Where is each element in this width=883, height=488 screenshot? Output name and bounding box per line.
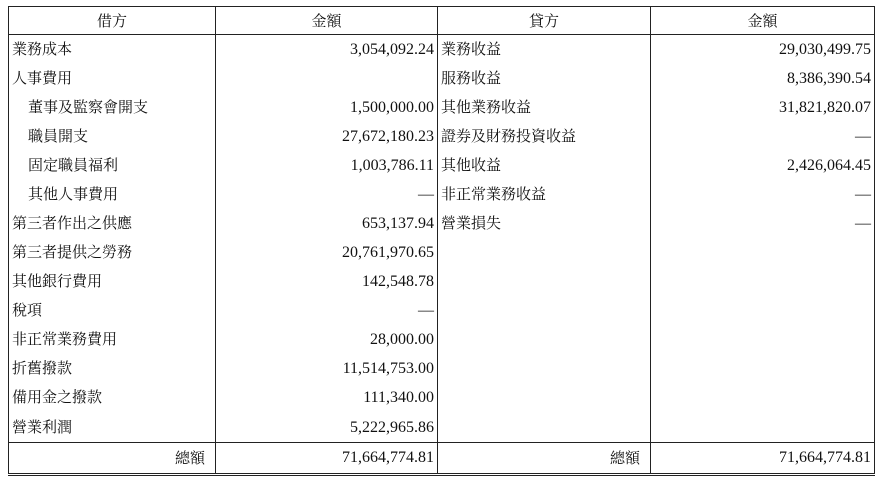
credit-item-label	[438, 325, 651, 354]
table-row	[9, 238, 875, 267]
credit-item-label	[438, 412, 651, 443]
debit-item-amount: 1,500,000.00	[216, 93, 438, 122]
credit-item-amount	[651, 267, 875, 296]
debit-item-label: 董事及監察會開支	[9, 93, 216, 122]
credit-item-amount: —	[651, 209, 875, 238]
debit-item-label: 備用金之撥款	[9, 383, 216, 412]
header-credit-amount: 金額	[651, 7, 875, 35]
credit-item-label: 服務收益	[438, 64, 651, 93]
debit-item-label: 稅項	[9, 296, 216, 325]
credit-item-label: 證券及財務投資收益	[438, 122, 651, 151]
debit-item-amount: —	[216, 296, 438, 325]
debit-item-amount: 653,137.94	[216, 209, 438, 238]
credit-item-amount	[651, 383, 875, 412]
table-row	[9, 325, 875, 354]
debit-item-amount: —	[216, 180, 438, 209]
ledger-header	[9, 7, 875, 35]
debit-item-label: 非正常業務費用	[9, 325, 216, 354]
credit-item-label: 其他收益	[438, 151, 651, 180]
credit-item-label	[438, 383, 651, 412]
credit-item-label	[438, 354, 651, 383]
table-row	[9, 267, 875, 296]
header-row	[9, 7, 875, 35]
credit-item-label: 業務收益	[438, 35, 651, 65]
credit-item-amount: 2,426,064.45	[651, 151, 875, 180]
debit-item-label: 折舊撥款	[9, 354, 216, 383]
ledger-footer	[9, 443, 875, 475]
table-row	[9, 122, 875, 151]
debit-total-amount: 71,664,774.81	[216, 443, 438, 475]
credit-item-label: 非正常業務收益	[438, 180, 651, 209]
table-row	[9, 151, 875, 180]
credit-total-amount: 71,664,774.81	[651, 443, 875, 475]
debit-item-amount: 3,054,092.24	[216, 35, 438, 65]
totals-row	[9, 443, 875, 475]
credit-item-amount: 29,030,499.75	[651, 35, 875, 65]
table-row	[9, 35, 875, 65]
table-row	[9, 64, 875, 93]
credit-item-amount	[651, 238, 875, 267]
credit-item-amount	[651, 354, 875, 383]
table-row	[9, 209, 875, 238]
credit-item-label	[438, 238, 651, 267]
debit-item-amount: 111,340.00	[216, 383, 438, 412]
debit-item-amount: 27,672,180.23	[216, 122, 438, 151]
debit-item-label: 第三者作出之供應	[9, 209, 216, 238]
credit-item-amount	[651, 296, 875, 325]
debit-item-label: 固定職員福利	[9, 151, 216, 180]
debit-item-amount: 1,003,786.11	[216, 151, 438, 180]
credit-item-amount	[651, 412, 875, 443]
table-row	[9, 354, 875, 383]
credit-total-label: 總額	[438, 443, 651, 475]
table-row	[9, 296, 875, 325]
table-row	[9, 383, 875, 412]
header-credit: 貸方	[438, 7, 651, 35]
debit-item-label: 其他銀行費用	[9, 267, 216, 296]
debit-item-label: 營業利潤	[9, 412, 216, 443]
debit-item-label: 業務成本	[9, 35, 216, 65]
debit-item-amount: 142,548.78	[216, 267, 438, 296]
credit-item-amount: 31,821,820.07	[651, 93, 875, 122]
credit-item-amount: —	[651, 122, 875, 151]
debit-item-label: 人事費用	[9, 64, 216, 93]
debit-item-amount: 5,222,965.86	[216, 412, 438, 443]
debit-item-amount: 20,761,970.65	[216, 238, 438, 267]
table-row	[9, 412, 875, 443]
table-row	[9, 93, 875, 122]
credit-item-amount	[651, 325, 875, 354]
credit-item-amount: 8,386,390.54	[651, 64, 875, 93]
debit-item-amount: 28,000.00	[216, 325, 438, 354]
credit-item-amount: —	[651, 180, 875, 209]
credit-item-label: 其他業務收益	[438, 93, 651, 122]
ledger-body	[9, 35, 875, 443]
ledger-table	[8, 6, 875, 476]
debit-item-label: 其他人事費用	[9, 180, 216, 209]
debit-item-label: 職員開支	[9, 122, 216, 151]
debit-item-amount: 11,514,753.00	[216, 354, 438, 383]
table-row	[9, 180, 875, 209]
credit-item-label	[438, 296, 651, 325]
header-debit-amount: 金額	[216, 7, 438, 35]
debit-item-label: 第三者提供之勞務	[9, 238, 216, 267]
debit-item-amount	[216, 64, 438, 93]
header-debit: 借方	[9, 7, 216, 35]
debit-total-label: 總額	[9, 443, 216, 475]
credit-item-label	[438, 267, 651, 296]
credit-item-label: 營業損失	[438, 209, 651, 238]
